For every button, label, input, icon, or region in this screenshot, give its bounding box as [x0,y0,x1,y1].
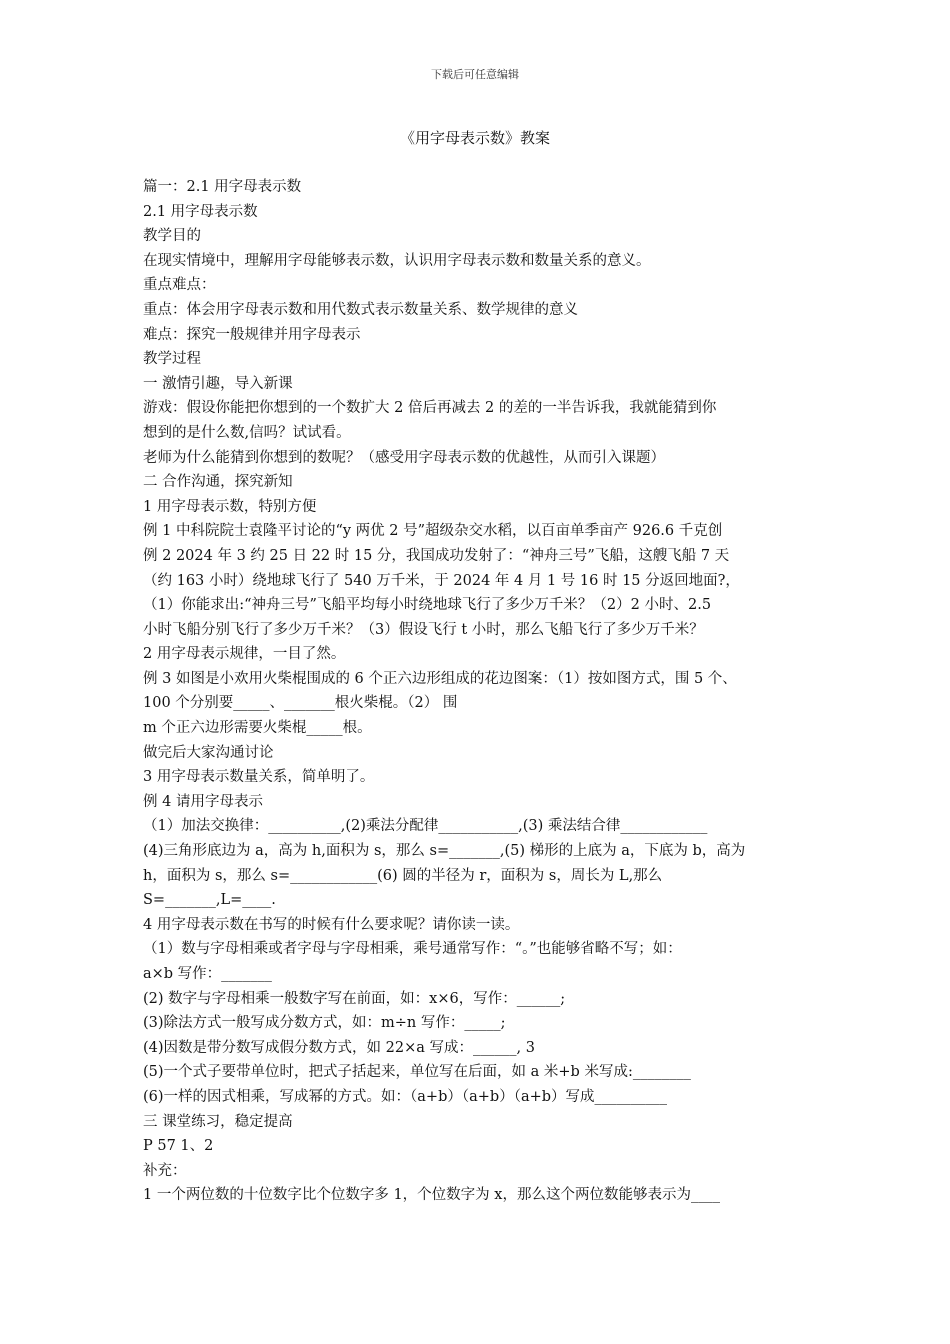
body-line: 做完后大家沟通讨论 [143,744,274,761]
body-line: 2.1 用字母表示数 [143,203,258,220]
header-note: 下载后可任意编辑 [431,68,519,81]
body-line: (6)一样的因式相乘，写成幂的方式。如：（a+b）（a+b）（a+b）写成__________ [143,1088,668,1105]
body-line: S=_______,L=____. [143,892,276,909]
body-line: h，面积为 s，那么 s=____________(6) 圆的半径为 r，面积为 s，周长为 L,那么 [143,867,663,884]
body-line: （1）数与字母相乘或者字母与字母相乘，乘号通常写作：“。”也能够省略不写；如： [143,941,682,958]
body-line: 小时飞船分别飞行了多少万千米？（3）假设飞行 t 小时，那么飞船飞行了多少万千米？ [143,621,704,638]
body-line: (5)一个式子要带单位时，把式子括起来，单位写在后面，如 a 米+b 米写成:________ [143,1064,691,1081]
body-line: 老师为什么能猜到你想到的数呢？（感受用字母表示数的优越性，从而引入课题） [143,449,665,466]
body-line: (3)除法方式一般写成分数方式，如：m÷n 写作：_____; [143,1015,506,1032]
body-line: 想到的是什么数,信吗？试试看。 [143,424,351,441]
body-line: 4 用字母表示数在书写的时候有什么要求呢？请你读一读。 [143,916,520,933]
body-line: 例 4 请用字母表示 [143,793,263,810]
body-line: （约 163 小时）绕地球飞行了 540 万千米，于 2024 年 4 月 1 号 16 时 15 分返回地面?， [143,572,740,589]
body-line: a×b 写作：_______ [143,966,272,982]
body-line: 100 个分别要_____、_______根火柴棍。（2） 围 [143,695,458,712]
body-line: 三 课堂练习，稳定提高 [143,1113,293,1130]
body-line: P 57 1、2 [143,1138,214,1155]
body-line: 难点：探究一般规律并用字母表示 [143,326,361,343]
body-line: 1 一个两位数的十位数字比个位数字多 1，个位数字为 x，那么这个两位数能够表示为____ [143,1187,720,1204]
document-title: 《用字母表示数》教案 [399,129,550,147]
body-line: 例 1 中科院院士袁隆平讨论的“y 两优 2 号”超级杂交水稻，以百亩单季亩产 926.6 千克创 [143,523,723,540]
body-line: 二 合作沟通，探究新知 [143,474,293,491]
body-line: (4)因数是带分数写成假分数方式，如 22×a 写成：______, 3 [143,1039,535,1056]
body-line: 重点难点： [143,277,216,294]
body-line: （1）你能求出:“神舟三号”飞船平均每小时绕地球飞行了多少万千米？（2）2 小时、2.5 [143,597,712,614]
body-line: 例 2 2024 年 3 约 25 日 22 时 15 分，我国成功发射了：“神舟三号”飞船，这艘飞船 7 天 [143,547,730,564]
body-line: （1）加法交换律：__________,(2)乘法分配律___________,(3) 乘法结合律____________ [143,818,708,835]
body-line: 3 用字母表示数量关系，简单明了。 [143,769,375,786]
body-line: (4)三角形底边为 a，高为 h,面积为 s，那么 s=_______,(5) 梯形的上底为 a，下底为 b，高为 [143,843,746,860]
body-line: 游戏：假设你能把你想到的一个数扩大 2 倍后再减去 2 的差的一半告诉我，我就能猜到你 [143,400,717,417]
body-line: (2) 数字与字母相乘一般数字写在前面，如：x×6，写作：______; [143,990,566,1007]
body-line: 2 用字母表示规律，一目了然。 [143,646,346,663]
body-line: 教学目的 [143,228,201,245]
body-line: 例 3 如图是小欢用火柴棍围成的 6 个正六边形组成的花边图案：（1）按如图方式，围 5 个、 [143,670,737,687]
body-line: 重点：体会用字母表示数和用代数式表示数量关系、数学规律的意义 [143,301,578,318]
document-body [143,175,815,1208]
body-line: 教学过程 [143,351,201,368]
body-line: 补充： [143,1162,187,1179]
body-line: 1 用字母表示数，特别方便 [143,498,317,515]
body-line: 在现实情境中，理解用字母能够表示数，认识用字母表示数和数量关系的意义。 [143,252,651,269]
body-line: 一 激情引趣，导入新课 [143,375,293,392]
body-line: m 个正六边形需要火柴棍_____根。 [143,720,372,737]
body-line: 篇一：2.1 用字母表示数 [143,179,302,195]
